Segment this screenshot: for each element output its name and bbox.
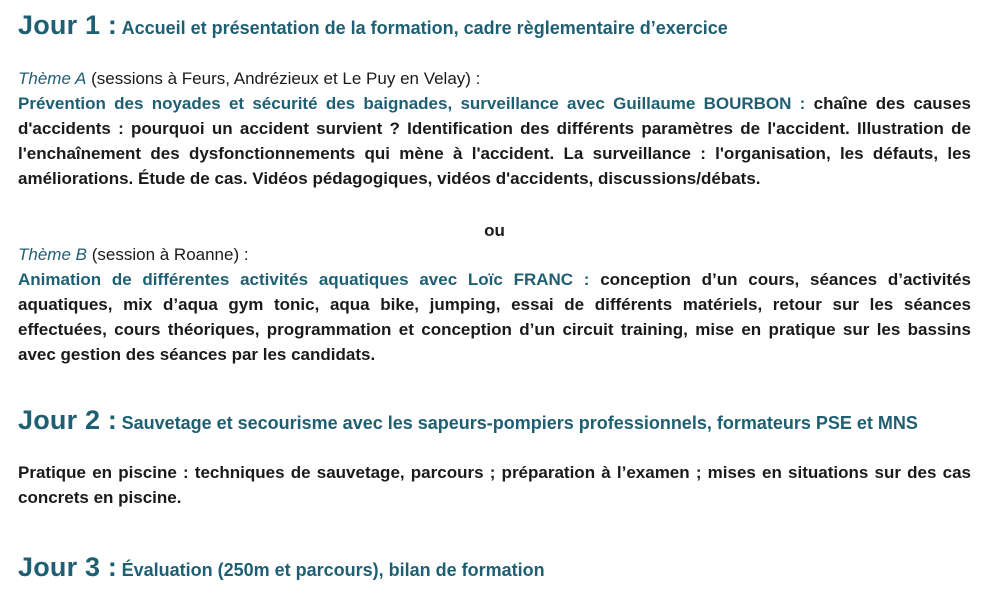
day3-title: Évaluation (250m et parcours), bilan de formation <box>121 560 545 580</box>
day3-label: Jour 3 : <box>18 552 118 582</box>
theme-b-sessions: (session à Roanne) : <box>91 245 249 264</box>
day2-heading <box>18 405 918 436</box>
or-separator: ou <box>484 221 505 240</box>
day2-label: Jour 2 : <box>18 405 118 435</box>
day1-label: Jour 1 : <box>18 10 118 40</box>
theme-a-paragraph <box>18 91 971 191</box>
theme-b-paragraph <box>18 267 971 367</box>
theme-b-name: Thème B <box>18 245 87 264</box>
theme-a-name: Thème A <box>18 69 87 88</box>
theme-a-title: Prévention des noyades et sécurité des baignades, surveillance avec Guillaume BOURBON : <box>18 94 806 113</box>
theme-a-header <box>18 66 971 91</box>
theme-b-title: Animation de différentes activités aquatiques avec Loïc FRANC : <box>18 270 590 289</box>
theme-a-text: chaîne des causes d'accidents : pourquoi un accident survient ? Identification des différents paramètres de l'accident. Illustration de l'enchaînement des dysfonctionnements qui mène à l'accident. La surveillance : l'organisation, les défauts, les améliorations. Étude de cas. Vidéos pédagogiques, vidéos d'accidents, discussions/débats. <box>18 94 971 188</box>
day1-heading <box>18 10 728 41</box>
day3-heading <box>18 552 545 583</box>
theme-a-sessions: (sessions à Feurs, Andrézieux et Le Puy en Velay) : <box>91 69 481 88</box>
day2-paragraph: Pratique en piscine : techniques de sauvetage, parcours ; préparation à l’examen ; mises en situations sur des cas concrets en piscine. <box>18 463 971 507</box>
day2-title: Sauvetage et secourisme avec les sapeurs-pompiers professionnels, formateurs PSE et MNS <box>121 413 918 433</box>
theme-b-header <box>18 242 971 267</box>
day1-title: Accueil et présentation de la formation, cadre règlementaire d’exercice <box>121 18 728 38</box>
theme-b-text: conception d’un cours, séances d’activités aquatiques, mix d’aqua gym tonic, aqua bike, jumping, essai de différents matériels, retour sur les séances effectuées, cours théoriques, programmation et conception d’un circuit training, mise en pratique sur les bassins avec gestion des séances par les candidats. <box>18 270 971 364</box>
